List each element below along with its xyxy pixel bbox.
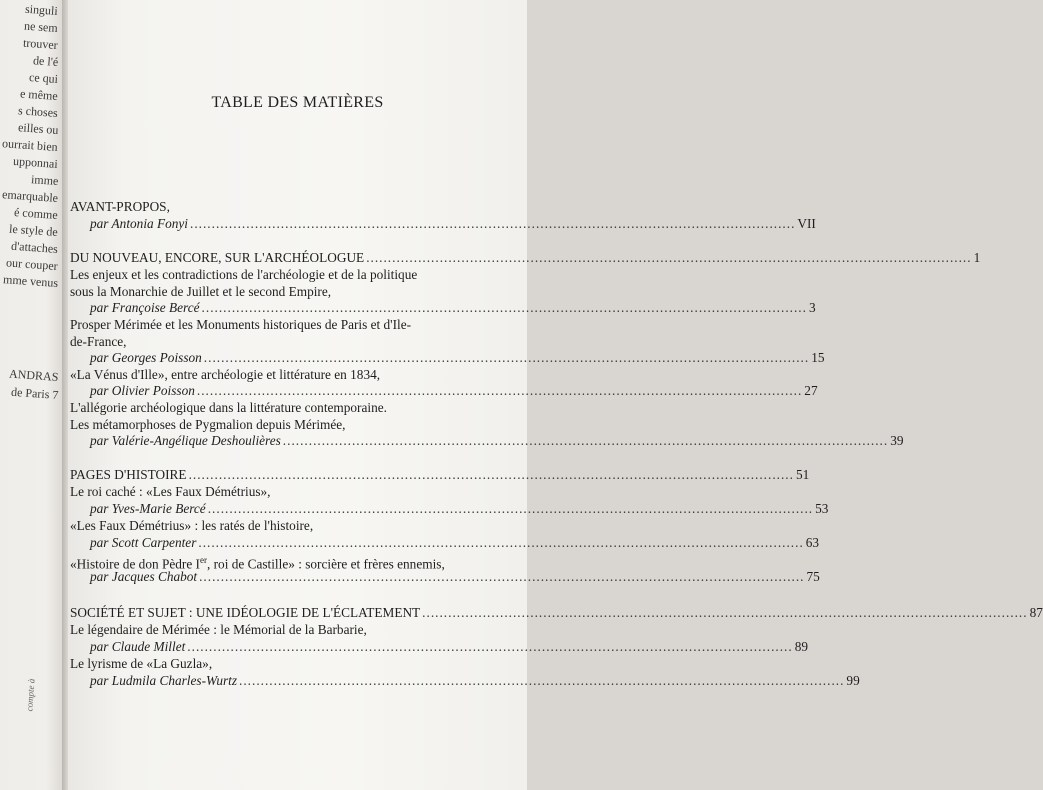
toc-entry-title [70,518,313,534]
toc-page-number: 89 [794,639,808,654]
left-text-fragment: é comme [13,204,59,222]
toc-page-number: 99 [846,673,860,688]
entry-title-part: , roi de Castille» : sorcière et frères ennemis, [206,556,445,572]
toc-entry[interactable] [90,433,904,449]
section-heading: DU NOUVEAU, ENCORE, SUR L'ARCHÉOLOGUE [70,250,365,265]
entry-title: Le lyrisme de «La Guzla», [70,656,213,671]
toc-page-number: 15 [811,350,825,365]
toc-section-heading[interactable] [70,605,1043,621]
leader-dots: ............................................................................................................................................ [201,300,807,315]
left-text-fragment: our couper [6,255,59,273]
leader-dots: ............................................................................................................................................ [187,639,793,654]
toc-heading [70,199,170,215]
left-text-fragment: de l'é [32,53,59,69]
leader-dots: ............................................................................................................................................ [422,605,1028,620]
left-text-fragment: emarquable [1,187,59,205]
left-text-fragment: eilles ou [17,120,59,137]
entry-title: Le légendaire de Mérimée : le Mémorial de la Barbarie, [70,622,367,637]
left-page [0,0,66,790]
toc-author: par Georges Poisson [90,350,202,365]
right-page [68,0,1043,790]
entry-title: de-France, [70,334,127,349]
leader-dots: ............................................................................................................................................ [196,383,803,398]
superscript: er [199,555,207,565]
leader-dots: ............................................................................................................................................ [203,350,810,365]
toc-entry[interactable] [90,300,816,316]
toc-entry-title [70,267,417,283]
left-small-note: compte à [24,678,37,712]
toc-entry-title [70,317,411,333]
entry-title: «La Vénus d'Ille», entre archéologie et littérature en 1834, [70,367,381,382]
toc-author: par Antonia Fonyi [90,216,188,231]
toc-page-number: 39 [890,433,904,448]
entry-title: Prosper Mérimée et les Monuments historiques de Paris et d'Ile- [70,317,412,332]
toc-section-heading[interactable] [70,250,981,266]
entry-title: «Les Faux Démétrius» : les ratés de l'histoire, [70,518,314,533]
left-text-fragment: e même [19,86,59,103]
left-text-fragment: ne sem [23,18,59,35]
left-text-fragment: ce qui [28,69,59,86]
entry-title: L'allégorie archéologique dans la littérature contemporaine. [70,400,387,415]
toc-page-number: 27 [804,383,818,398]
toc-author: par Ludmila Charles-Wurtz [90,673,238,688]
toc-author: par Françoise Bercé [90,300,200,315]
left-text-fragment: trouver [22,35,59,52]
section-heading: PAGES D'HISTOIRE [70,467,187,482]
toc-author: par Claude Millet [90,639,186,654]
left-text-fragment: le style de [9,221,59,239]
left-text-fragment: upponnai [12,153,59,171]
toc-title: TABLE DES MATIÈRES [211,94,384,111]
entry-title: Les métamorphoses de Pygmalion depuis Mérimée, [70,417,346,432]
toc-entry-title [70,622,367,638]
heading-avant-propos: AVANT-PROPOS, [70,199,170,214]
left-andras: ANDRAS [8,366,59,384]
leader-dots: ............................................................................................................................................ [190,216,796,231]
toc-entry-title [70,656,212,672]
toc-entry-title [70,484,271,500]
toc-page-number: VII [797,216,816,231]
toc-entry[interactable] [90,673,860,689]
entry-title: sous la Monarchie de Juillet et le second Empire, [70,284,332,299]
toc-entry[interactable] [90,383,818,399]
left-text-fragment: d'attaches [10,238,59,256]
toc-page-number: 53 [815,501,829,516]
left-text-fragment: imme [30,172,59,188]
toc-entry[interactable] [90,350,825,366]
toc-author: par Yves-Marie Bercé [90,501,206,516]
entry-title: Les enjeux et les contradictions de l'archéologie et de la politique [70,267,418,282]
leader-dots: ............................................................................................................................................ [207,501,814,516]
toc-section-heading[interactable] [70,467,810,483]
leader-dots: ............................................................................................................................................ [198,535,804,550]
left-text-fragment: singuli [24,1,59,18]
left-de-paris: de Paris 7 [10,384,59,402]
table-of-contents [68,0,1043,790]
toc-author: par Valérie-Angélique Deshoulières [90,433,281,448]
toc-entry[interactable] [90,569,820,585]
leader-dots: ............................................................................................................................................ [282,433,889,448]
left-text-fragment: s choses [17,103,59,120]
toc-author: par Scott Carpenter [90,535,197,550]
leader-dots: ............................................................................................................................................ [239,673,845,688]
toc-entry-title [70,417,345,433]
toc-page-number: 51 [795,467,810,482]
toc-entry-title [70,284,331,300]
section-heading: SOCIÉTÉ ET SUJET : UNE IDÉOLOGIE DE L'ÉCLATEMENT [70,605,421,620]
toc-entry-title [70,367,380,383]
toc-entry[interactable] [90,501,829,517]
toc-page-number: 63 [805,535,820,550]
leader-dots: ............................................................................................................................................ [188,467,794,482]
leader-dots: ............................................................................................................................................ [366,250,972,265]
toc-page-number: 75 [806,569,820,584]
leader-dots: ............................................................................................................................................ [199,569,805,584]
toc-page-number: 3 [808,300,816,315]
toc-entry-title [70,334,126,350]
toc-entry-title [70,400,387,416]
toc-entry[interactable] [90,639,808,655]
entry-title: Le roi caché : «Les Faux Démétrius», [70,484,271,499]
entry-title-part: «Histoire de don Pèdre I [70,556,200,572]
toc-entry[interactable] [90,216,816,232]
toc-author: par Olivier Poisson [90,383,195,398]
toc-author: par Jacques Chabot [90,569,198,584]
left-text-fragment: mme venus [2,272,59,290]
toc-entry[interactable] [90,535,820,551]
toc-page-number: 1 [973,250,981,265]
toc-page-number: 87 [1029,605,1043,620]
left-text-fragment: ourrait bien [2,136,59,154]
